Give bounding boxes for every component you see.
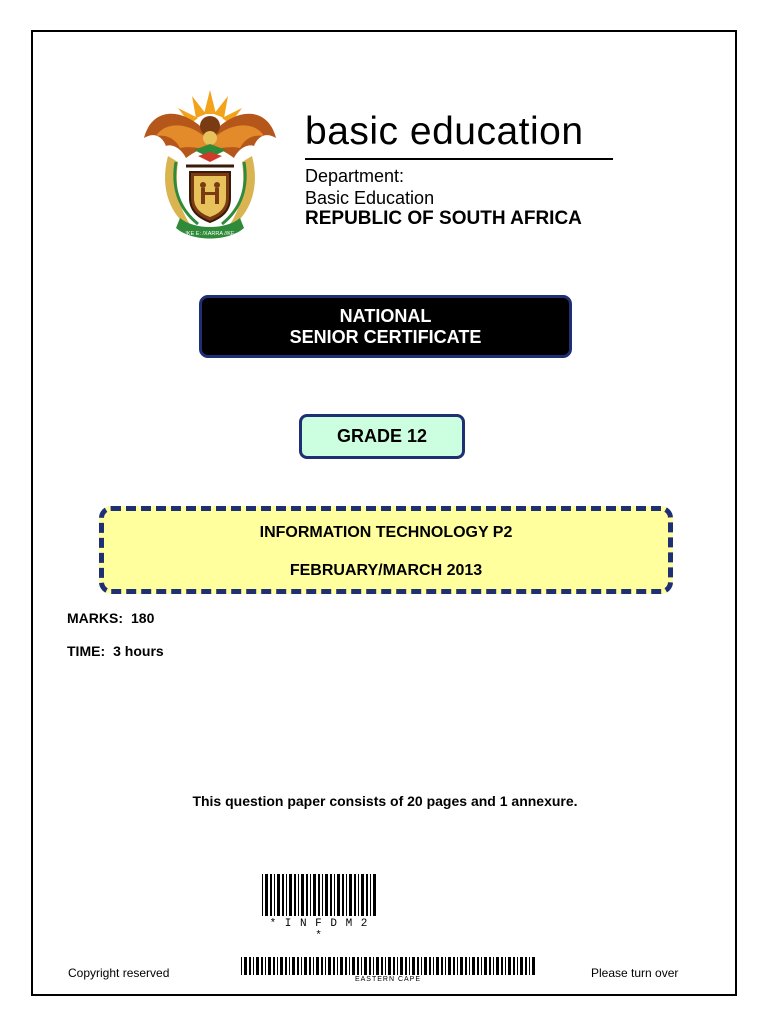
barcode-bar [517, 957, 518, 975]
barcode-bar [306, 874, 308, 916]
copyright-notice: Copyright reserved [68, 966, 170, 980]
barcode-bar [354, 874, 356, 916]
barcode-bar [358, 874, 359, 916]
barcode-bar [424, 957, 427, 975]
barcode-bar [253, 957, 254, 975]
barcode-bar [489, 957, 491, 975]
barcode-bar [496, 957, 499, 975]
barcode-bar [337, 957, 338, 975]
barcode-bar [532, 957, 535, 975]
barcode-bar [477, 957, 479, 975]
barcode-bar [385, 957, 386, 975]
barcode-bar [270, 874, 272, 916]
marks-label: MARKS: [67, 610, 123, 626]
barcode-bar [297, 957, 299, 975]
exam-session: FEBRUARY/MARCH 2013 [289, 562, 483, 579]
barcode-bar [409, 957, 410, 975]
subject-title: INFORMATION TECHNOLOGY P2 [259, 524, 513, 541]
barcode-bar [364, 957, 367, 975]
barcode-bar [328, 957, 331, 975]
barcode-bar [472, 957, 475, 975]
barcode-bar [469, 957, 470, 975]
grade-badge: GRADE 12 [299, 414, 465, 459]
barcode-bar [448, 957, 451, 975]
certificate-line-2: SENIOR CERTIFICATE [289, 326, 482, 347]
marks-line [67, 610, 154, 626]
time-value: 3 hours [113, 643, 164, 659]
barcode-bar [529, 957, 530, 975]
barcode-bar [274, 874, 275, 916]
barcode-bar [316, 957, 319, 975]
page-count-note: This question paper consists of 20 pages and 1 annexure. [192, 793, 578, 809]
coat-motto: !KE E: /XARRA //KE [185, 231, 235, 237]
barcode-bar [282, 874, 284, 916]
barcode-bar [361, 957, 362, 975]
barcode-bar [340, 957, 343, 975]
barcode-bar [453, 957, 455, 975]
barcode-bar [265, 957, 266, 975]
barcode-bar [525, 957, 527, 975]
barcode-bar [349, 874, 352, 916]
barcode-bar [325, 874, 328, 916]
barcode-bar [273, 957, 275, 975]
barcode-bar [285, 957, 287, 975]
barcode-bar [249, 957, 251, 975]
barcode-bar [294, 874, 296, 916]
barcode-bar [277, 957, 278, 975]
barcode-primary [262, 874, 376, 916]
barcode-bar [433, 957, 434, 975]
barcode-bar [388, 957, 391, 975]
certificate-line-1: NATIONAL [339, 305, 432, 326]
barcode-bar [318, 874, 320, 916]
barcode-bar [357, 957, 359, 975]
barcode-bar [289, 874, 292, 916]
barcode-bar [330, 874, 332, 916]
barcode-bar [292, 957, 295, 975]
barcode-bar [310, 874, 311, 916]
barcode-bar [513, 957, 515, 975]
barcode-bar [256, 957, 259, 975]
barcode-bar [381, 957, 383, 975]
barcode-bar [301, 957, 302, 975]
barcode-bar [277, 874, 280, 916]
barcode-bar [505, 957, 506, 975]
barcode-bar [373, 957, 374, 975]
barcode-bar [321, 957, 323, 975]
marks-value: 180 [131, 610, 155, 626]
department-name: Basic Education [305, 188, 435, 208]
barcode-bar [457, 957, 458, 975]
barcode-bar [325, 957, 326, 975]
barcode-bar [337, 874, 340, 916]
turn-over-notice: Please turn over [591, 966, 679, 980]
barcode-bar [265, 874, 268, 916]
barcode-bar [313, 874, 316, 916]
barcode-bar [309, 957, 311, 975]
barcode-bar [352, 957, 355, 975]
barcode-bar [445, 957, 446, 975]
barcode-bar [501, 957, 503, 975]
brand-title: basic education [305, 110, 584, 153]
barcode-bar [465, 957, 467, 975]
time-label: TIME: [67, 643, 106, 659]
barcode-bar [481, 957, 482, 975]
barcode-bar [342, 874, 344, 916]
barcode-bar [393, 957, 395, 975]
barcode-bar [373, 874, 376, 916]
barcode-bar [508, 957, 511, 975]
country-name: REPUBLIC OF SOUTH AFRICA [305, 208, 582, 229]
barcode-bar [441, 957, 443, 975]
barcode-bar [261, 957, 263, 975]
coat-of-arms-logo [140, 86, 280, 246]
barcode-bar [334, 874, 335, 916]
barcode-bar [286, 874, 287, 916]
barcode-secondary [241, 957, 535, 975]
barcode-bar [405, 957, 407, 975]
barcode-bar [412, 957, 415, 975]
barcode-bar [421, 957, 422, 975]
barcode-bar [397, 957, 398, 975]
barcode-bar [244, 957, 247, 975]
barcode-bar [484, 957, 487, 975]
barcode-bar [280, 957, 283, 975]
barcode-code-text: * I N F D M 2 * [269, 918, 369, 942]
barcode-bar [460, 957, 463, 975]
barcode-bar [520, 957, 523, 975]
barcode-bar [289, 957, 290, 975]
barcode-bar [436, 957, 439, 975]
barcode-bar [298, 874, 299, 916]
barcode-bar [268, 957, 271, 975]
barcode-bar [262, 874, 263, 916]
barcode-bar [349, 957, 350, 975]
time-line [67, 643, 164, 659]
subject-panel [99, 506, 673, 594]
barcode-bar [493, 957, 494, 975]
certificate-banner [199, 295, 572, 358]
barcode-bar [345, 957, 347, 975]
barcode-bar [366, 874, 368, 916]
barcode-bar [313, 957, 314, 975]
barcode-bar [417, 957, 419, 975]
barcode-bar [333, 957, 335, 975]
barcode-bar [304, 957, 307, 975]
barcode-bar [301, 874, 304, 916]
barcode-bar [376, 957, 379, 975]
barcode-bar [361, 874, 364, 916]
barcode-bar [346, 874, 347, 916]
barcode-secondary-caption: EASTERN CAPE [354, 976, 422, 983]
barcode-bar [370, 874, 371, 916]
brand-divider [305, 158, 613, 160]
department-label: Department: [305, 166, 405, 186]
barcode-bar [369, 957, 371, 975]
barcode-bar [322, 874, 323, 916]
barcode-bar [429, 957, 431, 975]
barcode-bar [400, 957, 403, 975]
barcode-bar [241, 957, 242, 975]
